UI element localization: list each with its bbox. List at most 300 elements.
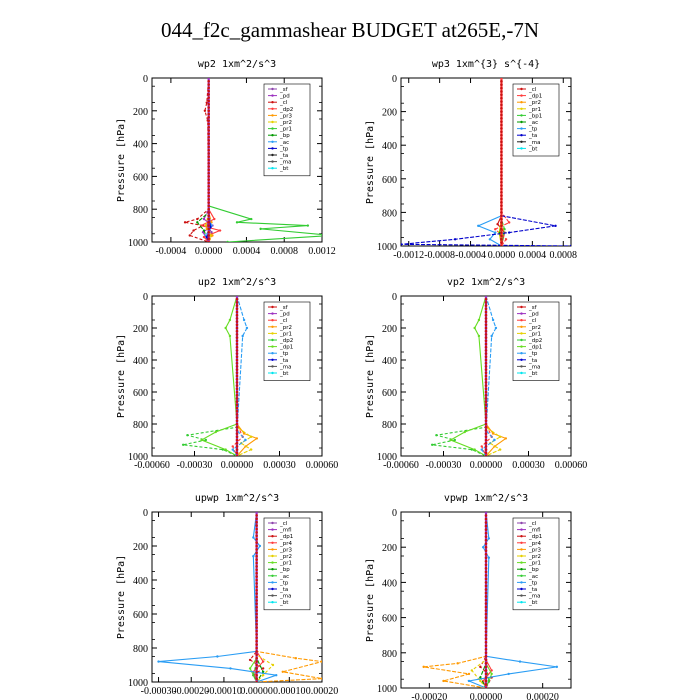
legend-label: _ta (529, 133, 538, 140)
series-point (236, 381, 239, 384)
series-point (482, 546, 484, 548)
legend-label: _ma (529, 593, 541, 600)
legend-swatch-marker (271, 167, 273, 169)
series-point (500, 167, 503, 170)
series-point (236, 423, 239, 426)
legend-swatch-marker (271, 575, 273, 577)
series-point (241, 335, 243, 337)
series-point (207, 241, 210, 244)
series-group (184, 78, 333, 243)
series-point (500, 94, 503, 97)
x-tick-label: 0.0000 (487, 250, 516, 261)
series-point (449, 439, 451, 441)
series-point (485, 445, 488, 448)
series-point (485, 673, 488, 676)
series-point (236, 439, 239, 442)
series-point (485, 627, 488, 630)
legend-swatch-marker (520, 312, 522, 314)
series-point (500, 198, 503, 201)
legend-label: _ta (280, 587, 289, 593)
legend-swatch-marker (271, 326, 273, 328)
legend-label: _pr1 (280, 126, 293, 133)
series-point (485, 429, 488, 432)
series-point (500, 144, 503, 147)
series-point (485, 644, 488, 647)
series-point (500, 90, 503, 93)
series-point (236, 416, 239, 419)
series-point (485, 528, 488, 531)
legend-swatch-marker (271, 114, 273, 116)
series-point (500, 208, 503, 211)
series-point (485, 420, 488, 423)
series-point (207, 87, 210, 90)
series-point (236, 311, 239, 314)
series-point (207, 165, 210, 168)
series-point (500, 151, 503, 154)
x-tick-label: -0.00060 (134, 460, 170, 471)
series-point (488, 557, 490, 559)
series-point (255, 609, 258, 612)
series-point (485, 634, 488, 637)
series-point (500, 137, 503, 140)
series-point (485, 397, 488, 400)
series-point (485, 567, 488, 570)
series-point (255, 535, 258, 538)
series-point (207, 162, 210, 165)
series-point (485, 304, 488, 307)
series-point (207, 90, 210, 93)
legend-swatch-marker (520, 522, 522, 524)
y-tick-label: 200 (133, 324, 148, 335)
series-point (508, 221, 510, 223)
series-point (255, 582, 258, 585)
series-point (485, 592, 488, 595)
series-point (236, 359, 239, 362)
series-point (272, 664, 274, 666)
series-point (224, 327, 226, 329)
legend-swatch-marker (520, 345, 522, 347)
series-point (203, 236, 205, 238)
series-point (255, 599, 258, 602)
series-point (494, 231, 496, 233)
x-tick-label: 0.00000 (240, 686, 273, 697)
series-point (236, 388, 239, 391)
series-point (250, 218, 252, 220)
series-point (236, 365, 239, 368)
series-point (207, 103, 210, 106)
series-point (496, 223, 498, 225)
series-point (236, 407, 239, 410)
legend-label: _pd (280, 93, 290, 100)
series-point (255, 657, 258, 660)
series-point (485, 595, 488, 598)
series-point (500, 225, 503, 228)
legend-label: _cl (280, 318, 288, 325)
legend-label: _mfl (529, 527, 541, 534)
series-point (485, 556, 488, 559)
legend-label: _pd (529, 311, 539, 318)
series-point (485, 416, 488, 419)
series-point (473, 327, 475, 329)
series-point (500, 204, 503, 207)
y-tick-label: 0 (143, 508, 148, 519)
legend-label: _ta (280, 153, 289, 159)
legend-label: _pr3 (280, 113, 293, 120)
series-point (499, 448, 501, 450)
legend-label: _bp (280, 567, 290, 574)
series-point (485, 680, 488, 683)
legend-swatch-marker (271, 160, 273, 162)
series-point (255, 524, 258, 527)
legend-swatch-marker (520, 332, 522, 334)
y-tick-label: 1000 (377, 452, 397, 463)
legend-label: _dp1 (280, 534, 294, 541)
y-tick-label: 400 (382, 578, 397, 590)
series-point (246, 327, 248, 329)
x-tick-label: 0.00020 (526, 692, 559, 700)
y-tick-label: 0 (143, 292, 148, 303)
panel-title: wp3 1xm^{3} s^{-4} (431, 59, 541, 70)
series-point (485, 616, 488, 619)
series-point (236, 372, 239, 375)
y-tick-label: 0 (392, 292, 397, 303)
series-point (485, 518, 488, 521)
series-point (485, 394, 488, 397)
series-point (485, 683, 488, 686)
legend-swatch-marker (520, 542, 522, 544)
series-point (259, 545, 261, 547)
legend-label: _ta (280, 357, 289, 364)
series-point (224, 448, 226, 450)
series-point (232, 448, 234, 450)
series-point (236, 346, 239, 349)
series-point (330, 234, 332, 236)
legend-swatch-marker (520, 359, 522, 361)
legend-label: _dp2 (280, 338, 294, 344)
series-point (485, 372, 488, 375)
legend-label: _tp (280, 351, 289, 358)
x-tick-label: 0.0000 (194, 246, 223, 257)
legend-label: _pr2 (280, 324, 293, 331)
legend-swatch-marker (271, 147, 273, 149)
series-point (207, 152, 210, 155)
series-point (500, 241, 503, 244)
series-point (236, 336, 239, 339)
legend-label: _ma (280, 159, 292, 166)
legend-swatch-marker (271, 372, 273, 374)
panel-title: vp2 1xm^2/s^3 (446, 277, 526, 288)
legend-swatch-marker (520, 352, 522, 354)
series-point (485, 455, 488, 458)
series-point (485, 388, 488, 391)
legend-label: _bt (529, 600, 538, 607)
y-tick-label: 800 (133, 205, 148, 217)
series-point (485, 542, 488, 545)
series-point (490, 335, 492, 337)
series-point (255, 650, 258, 653)
series-point (500, 87, 503, 90)
x-tick-label: -0.00010 (206, 686, 242, 697)
series-point (500, 120, 503, 123)
legend-swatch-marker (520, 535, 522, 537)
series-point (236, 384, 239, 387)
legend-label: _cl (529, 318, 537, 325)
series-point (236, 375, 239, 378)
legend (264, 84, 310, 176)
series-point (236, 356, 239, 359)
y-tick-label: 600 (382, 613, 397, 625)
series-point (207, 83, 210, 86)
series-point (219, 229, 221, 231)
series-point (500, 245, 503, 248)
legend-swatch-marker (520, 548, 522, 550)
series-point (243, 319, 245, 321)
series-point (499, 436, 501, 438)
series-point (485, 436, 488, 439)
series-point (207, 119, 210, 122)
series-point (519, 660, 521, 662)
legend-label: _sf (280, 87, 288, 93)
series-point (207, 198, 210, 201)
series-point (485, 340, 488, 343)
panel-vp2 (365, 277, 587, 471)
series-point (232, 445, 234, 447)
series-point (485, 349, 488, 352)
legend-label: _dp1 (529, 344, 543, 351)
y-tick-label: 200 (133, 542, 148, 553)
legend-label: _ma (529, 139, 541, 146)
legend-swatch-marker (520, 114, 522, 116)
y-tick-label: 1000 (128, 452, 148, 463)
series-point (207, 214, 210, 217)
y-tick-label: 600 (133, 388, 148, 399)
series-point (485, 346, 488, 349)
legend-label: _pr1 (529, 331, 542, 338)
x-tick-label: -0.00030 (176, 460, 213, 471)
legend-label: _sf (529, 305, 537, 311)
series-point (196, 221, 198, 223)
series-point (485, 549, 488, 552)
series-point (485, 666, 488, 669)
y-tick-label: 600 (382, 174, 397, 186)
series-point (485, 432, 488, 435)
series-point (255, 620, 258, 623)
series-point (495, 327, 497, 329)
series-point (485, 560, 488, 563)
x-tick-label: 0.00020 (305, 686, 339, 697)
series-point (485, 311, 488, 314)
x-tick-label: -0.00030 (425, 460, 462, 471)
legend-label: _ma (529, 364, 541, 371)
series-line (478, 78, 501, 246)
series-point (489, 238, 491, 240)
legend-label: _ac (529, 573, 539, 580)
series-point (500, 164, 503, 167)
x-tick-label: -0.00030 (140, 686, 177, 697)
series-point (503, 228, 505, 230)
series-point (236, 394, 239, 397)
series-point (255, 555, 258, 558)
series-point (485, 532, 488, 535)
x-tick-label: 0.00060 (305, 460, 339, 471)
series-point (485, 620, 488, 623)
series-point (500, 117, 503, 120)
series-point (236, 391, 239, 394)
series-point (244, 439, 246, 441)
legend-swatch-marker (271, 332, 273, 334)
series-point (500, 110, 503, 113)
legend-label: _ta (529, 357, 538, 364)
legend-swatch-marker (271, 594, 273, 596)
series-point (207, 129, 210, 132)
series-point (500, 80, 503, 83)
legend-swatch-marker (271, 108, 273, 110)
series-point (478, 335, 480, 337)
series-point (490, 673, 492, 675)
series-point (203, 229, 205, 231)
legend-swatch-marker (520, 319, 522, 321)
series-point (236, 452, 239, 455)
x-tick-label: -0.0008 (424, 250, 456, 261)
series-point (485, 553, 488, 556)
series-point (207, 201, 210, 204)
legend-label: _ac (280, 139, 290, 146)
y-axis-label: Pressure [hPa] (116, 117, 127, 203)
y-axis-label: Pressure [hPa] (116, 333, 127, 419)
series-point (252, 674, 254, 676)
legend-label: _bt (280, 371, 289, 377)
series-point (500, 214, 503, 217)
series-point (282, 671, 284, 673)
series-point (210, 231, 212, 233)
series-point (485, 452, 488, 455)
series-point (485, 400, 488, 403)
series-point (255, 569, 258, 572)
series-point (236, 340, 239, 343)
series-point (570, 245, 572, 247)
series-point (485, 439, 488, 442)
series-point (256, 437, 258, 439)
series-point (207, 234, 210, 237)
series-point (505, 437, 507, 439)
legend-label: _mfl (280, 527, 292, 534)
y-tick-label: 600 (133, 610, 148, 621)
legend-swatch-marker (520, 141, 522, 143)
series-point (207, 96, 210, 99)
legend (513, 518, 559, 610)
series-point (236, 397, 239, 400)
series-point (485, 298, 488, 301)
series-point (255, 664, 258, 667)
series-point (485, 581, 488, 584)
series-point (262, 674, 264, 676)
series-point (485, 602, 488, 605)
x-tick-label: -0.00020 (173, 686, 210, 697)
series-point (556, 666, 558, 668)
series-point (500, 194, 503, 197)
series-point (236, 426, 239, 429)
series-point (207, 211, 210, 214)
y-axis-label: Pressure [hPa] (365, 557, 376, 643)
series-point (200, 439, 202, 441)
series-point (207, 237, 210, 240)
series-point (255, 603, 258, 606)
series-point (255, 671, 258, 674)
y-tick-label: 200 (382, 107, 397, 119)
series-point (236, 314, 239, 317)
series-point (236, 362, 239, 365)
series-point (207, 231, 210, 234)
legend (264, 302, 310, 381)
y-tick-label: 400 (133, 356, 148, 367)
series-point (255, 596, 258, 599)
legend-swatch-marker (520, 372, 522, 374)
series-point (485, 514, 488, 517)
series-point (207, 149, 210, 152)
series-point (485, 391, 488, 394)
series-point (207, 155, 210, 158)
x-tick-label: -0.0004 (455, 250, 486, 261)
series-point (249, 659, 251, 661)
series-line (424, 512, 486, 688)
x-tick-label: 0.00060 (554, 460, 588, 471)
series-point (500, 188, 503, 191)
series-point (485, 381, 488, 384)
y-tick-label: 600 (133, 172, 148, 184)
series-point (255, 681, 258, 684)
series-point (255, 538, 258, 541)
series-point (255, 565, 258, 568)
series-point (207, 182, 210, 185)
series-point (485, 539, 488, 542)
panel-wp3 (365, 59, 577, 261)
series-group (431, 296, 507, 457)
panel-title: up2 1xm^2/s^3 (197, 277, 277, 288)
legend-label: _pr1 (529, 560, 542, 567)
series-point (255, 630, 258, 633)
series-point (207, 218, 210, 221)
series-point (500, 141, 503, 144)
series-point (207, 159, 210, 162)
legend-swatch-marker (271, 581, 273, 583)
legend-label: _bp (280, 133, 290, 140)
series-point (485, 343, 488, 346)
series-point (485, 423, 488, 426)
legend-swatch-marker (520, 147, 522, 149)
legend-swatch-marker (271, 568, 273, 570)
series-point (207, 126, 210, 129)
legend-label: _tp (529, 126, 538, 133)
series-point (255, 548, 258, 551)
series-point (236, 400, 239, 403)
y-tick-label: 1000 (377, 242, 397, 253)
series-point (236, 301, 239, 304)
series-point (255, 572, 258, 575)
legend-label: _dp2 (280, 106, 294, 113)
series-point (422, 666, 424, 668)
series-point (485, 356, 488, 359)
series-point (485, 521, 488, 524)
legend-label: _bt (529, 371, 538, 377)
y-tick-label: 200 (382, 324, 397, 335)
series-point (500, 130, 503, 133)
y-tick-label: 600 (382, 388, 397, 399)
series-point (500, 178, 503, 181)
series-point (236, 429, 239, 432)
legend-swatch-marker (271, 522, 273, 524)
series-point (485, 413, 488, 416)
series-point (236, 221, 238, 223)
